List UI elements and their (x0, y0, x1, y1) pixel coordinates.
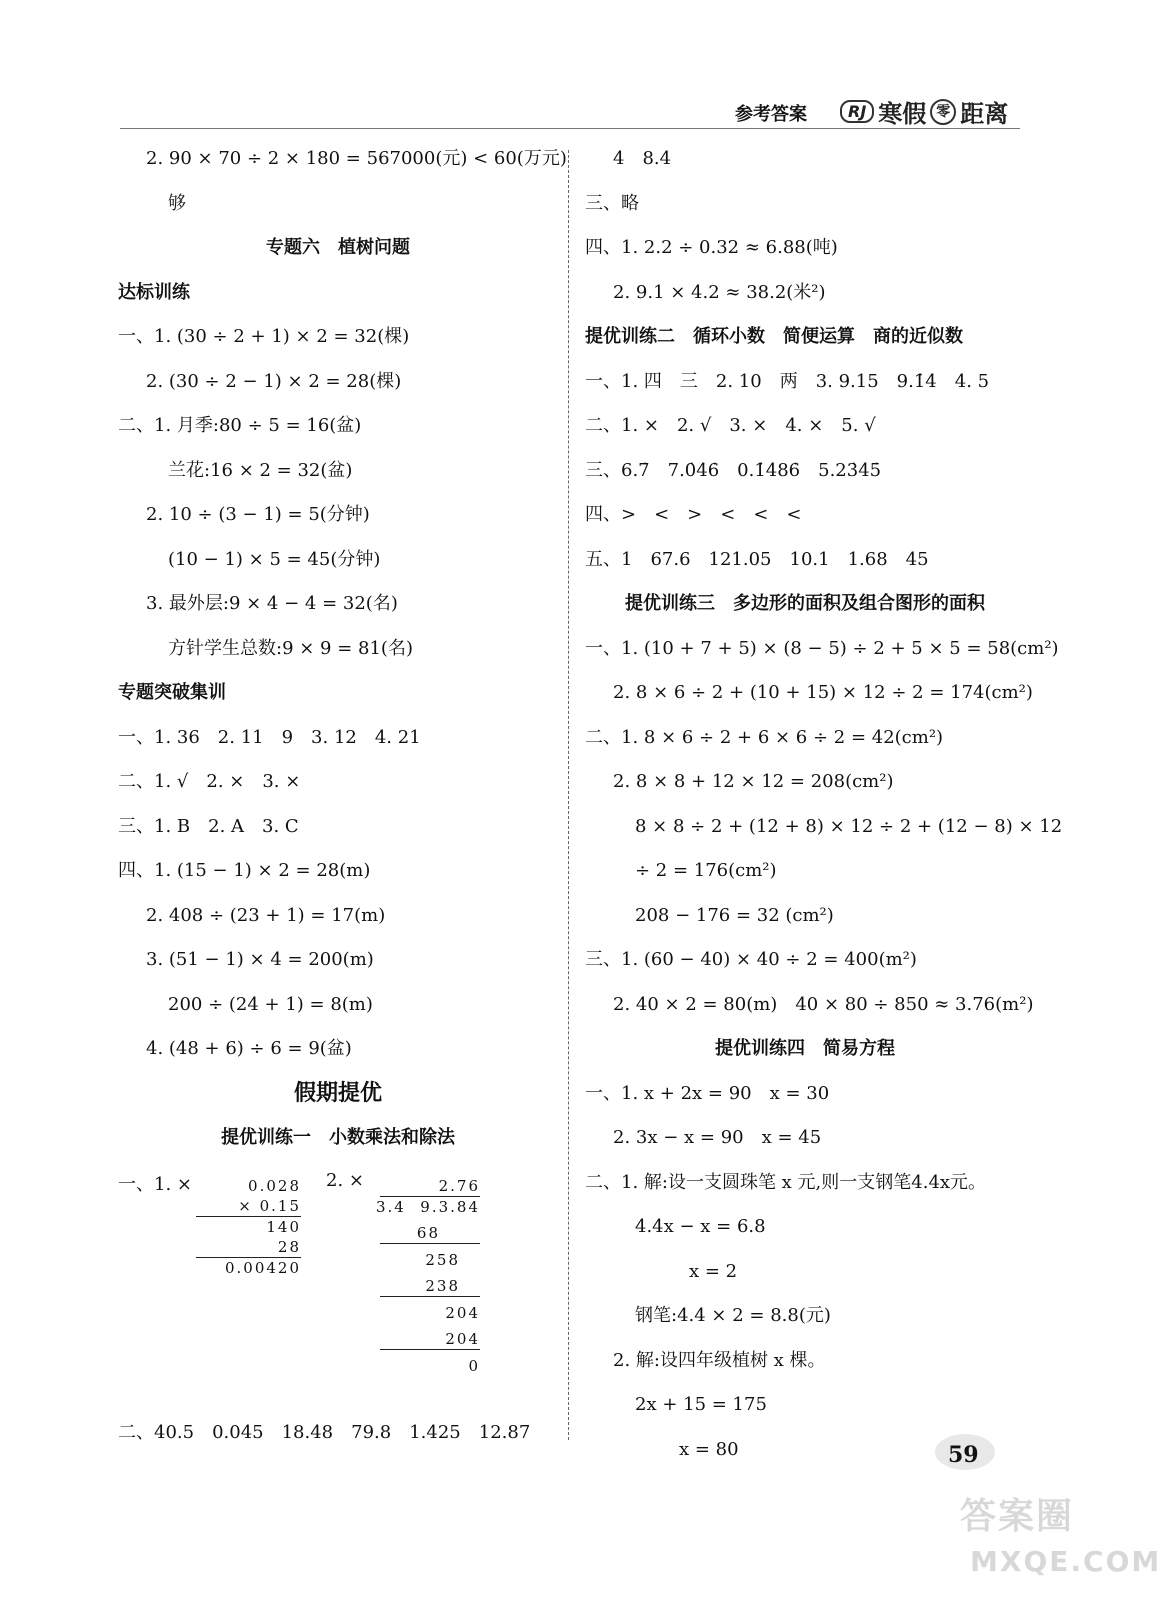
answer-line: 一、1. (10 + 7 + 5) × (8 − 5) ÷ 2 + 5 × 5 = 58(cm²) (585, 637, 1059, 659)
answer-line: 二、1. × 2. √ 3. × 4. × 5. √ (585, 415, 876, 436)
answer-line: 三、1. B 2. A 3. C (118, 815, 299, 837)
brand-text-b: 距离 (960, 100, 1009, 128)
answer-line: 2. 8 × 6 ÷ 2 + (10 + 15) × 12 ÷ 2 = 174(cm²) (613, 682, 1033, 703)
answer-line: 2. 8 × 8 + 12 × 12 = 208(cm²) (613, 771, 894, 792)
answer-line: 一、1. 36 2. 11 9 3. 12 4. 21 (118, 726, 421, 748)
answer-line: 够 (168, 192, 186, 214)
watermark-url: MXQE.COM (970, 1545, 1161, 1578)
calc-row: 258 (425, 1250, 460, 1269)
answer-line: x = 80 (679, 1438, 739, 1460)
column-divider (568, 150, 569, 1440)
answer-line: 二、1. 8 × 6 ÷ 2 + 6 × 6 ÷ 2 = 42(cm²) (585, 726, 944, 748)
header-rule (120, 128, 1020, 129)
calc-divisor: 3.4 (376, 1197, 406, 1216)
calc-row: 28 (196, 1237, 301, 1258)
answer-line: 2. 3x − x = 90 x = 45 (613, 1127, 822, 1148)
left-column (118, 144, 567, 1462)
answer-line: 2. 408 ÷ (23 + 1) = 17(m) (146, 904, 386, 926)
calc-quotient: 2.76 (380, 1176, 480, 1197)
calc-row: 204 (445, 1303, 480, 1322)
answer-line: 一、1. (30 ÷ 2 + 1) × 2 = 32(棵) (118, 326, 410, 347)
calc-dividend: 9.3.84 (420, 1197, 480, 1216)
answer-line: ÷ 2 = 176(cm²) (635, 860, 777, 881)
calc-row: 0 (468, 1356, 480, 1375)
answer-line: 2. 40 × 2 = 80(m) 40 × 80 ÷ 850 ≈ 3.76(m²) (613, 993, 1034, 1015)
answer-line: 四、> < > < < < (585, 504, 802, 525)
answer-line: x = 2 (689, 1260, 738, 1282)
subsection-title: 达标训练 (118, 281, 190, 303)
answer-line: 四、1. (15 − 1) × 2 = 28(m) (118, 860, 371, 881)
answer-line: (10 − 1) × 5 = 45(分钟) (168, 548, 381, 570)
answer-line: 2. 解:设四年级植树 x 棵。 (613, 1349, 826, 1371)
header-label: 参考答案 (735, 104, 807, 125)
answer-line: 五、1 67.6 121.05 10.1 1.68 45 (585, 548, 929, 570)
calc-row: 238 (380, 1276, 480, 1297)
answer-line: 4 8.4 (613, 148, 672, 169)
calc-row: 0.028 (248, 1176, 301, 1195)
brand-text-a: 寒假 (878, 100, 927, 128)
calc-row: 204 (380, 1329, 480, 1350)
answer-line: 三、略 (585, 192, 639, 214)
calc-label: 一、1. × (118, 1173, 192, 1195)
answer-line: 二、1. √ 2. × 3. × (118, 771, 301, 792)
answer-line: 三、1. (60 − 40) × 40 ÷ 2 = 400(m²) (585, 949, 917, 970)
calc-row: 0.00420 (224, 1258, 301, 1277)
section-title: 提优训练四 简易方程 (715, 1038, 895, 1059)
vertical-calculations (118, 1168, 558, 1418)
section-title: 提优训练二 循环小数 简便运算 商的近似数 (585, 326, 963, 347)
part-title: 假期提优 (293, 1080, 382, 1106)
answer-line: 方针学生总数:9 × 9 = 81(名) (168, 637, 413, 659)
answer-line: 4. (48 + 6) ÷ 6 = 9(盆) (146, 1038, 352, 1059)
watermark-text: 答案圈 (960, 1496, 1075, 1537)
answer-line: 2x + 15 = 175 (635, 1394, 767, 1415)
answer-line: 一、1. 四 三 2. 10 两 3. 9.15 9.1̇4̇ 4. 5 (585, 370, 990, 392)
answer-line: 3. (51 − 1) × 4 = 200(m) (146, 949, 374, 970)
division-calc (376, 1176, 480, 1376)
section-title: 提优训练三 多边形的面积及组合图形的面积 (625, 593, 985, 614)
answer-line: 兰花:16 × 2 = 32(盆) (168, 459, 353, 481)
answer-line: 一、1. x + 2x = 90 x = 30 (585, 1082, 830, 1104)
section-title: 专题六 植树问题 (266, 237, 410, 258)
calc-dividend-row (376, 1197, 480, 1217)
answer-line: 二、1. 解:设一支圆珠笔 x 元,则一支钢笔4.4x元。 (585, 1171, 987, 1193)
answer-line: 二、1. 月季:80 ÷ 5 = 16(盆) (118, 415, 362, 436)
answer-line: 8 × 8 ÷ 2 + (12 + 8) × 12 ÷ 2 + (12 − 8) × 12 (635, 815, 1063, 837)
answer-line: 200 ÷ (24 + 1) = 8(m) (168, 993, 373, 1015)
answer-line: 208 − 176 = 32 (cm²) (635, 904, 834, 926)
answer-line: 四、1. 2.2 ÷ 0.32 ≈ 6.88(吨) (585, 237, 838, 258)
subsection-title: 专题突破集训 (118, 682, 226, 703)
right-column (585, 144, 1063, 1479)
calc-label: 2. × (326, 1169, 364, 1191)
answer-line: 3. 最外层:9 × 4 − 4 = 32(名) (146, 593, 398, 614)
calc-row: 140 (266, 1217, 301, 1236)
answer-line: 2. 10 ÷ (3 − 1) = 5(分钟) (146, 504, 370, 525)
multiplication-calc (196, 1176, 301, 1278)
brand-ring: 零 (930, 99, 956, 125)
answer-line: 2. 90 × 70 ÷ 2 × 180 = 567000(元) < 60(万元) (146, 148, 567, 169)
calc-row: × 0.15 (196, 1196, 301, 1217)
answer-line: 三、6.7̇ 7.0̇4̇6̇ 0.1̇486̇ 5.23̇45̇ (585, 459, 882, 481)
answer-line: 2. 9.1 × 4.2 ≈ 38.2(米²) (613, 281, 826, 303)
brand-logo (840, 94, 1008, 129)
page-number: 59 (948, 1442, 979, 1468)
rj-badge: RJ (840, 100, 874, 123)
calc-row: 68 (380, 1223, 480, 1244)
answer-line: 二、40.5 0.045 18.48 79.8 1.425 12.87 (118, 1421, 531, 1443)
page-header (0, 96, 1138, 136)
answer-line: 2. (30 ÷ 2 − 1) × 2 = 28(棵) (146, 370, 402, 392)
answer-line: 4.4x − x = 6.8 (635, 1216, 766, 1237)
section-title: 提优训练一 小数乘法和除法 (221, 1127, 455, 1148)
answer-line: 钢笔:4.4 × 2 = 8.8(元) (635, 1305, 831, 1326)
